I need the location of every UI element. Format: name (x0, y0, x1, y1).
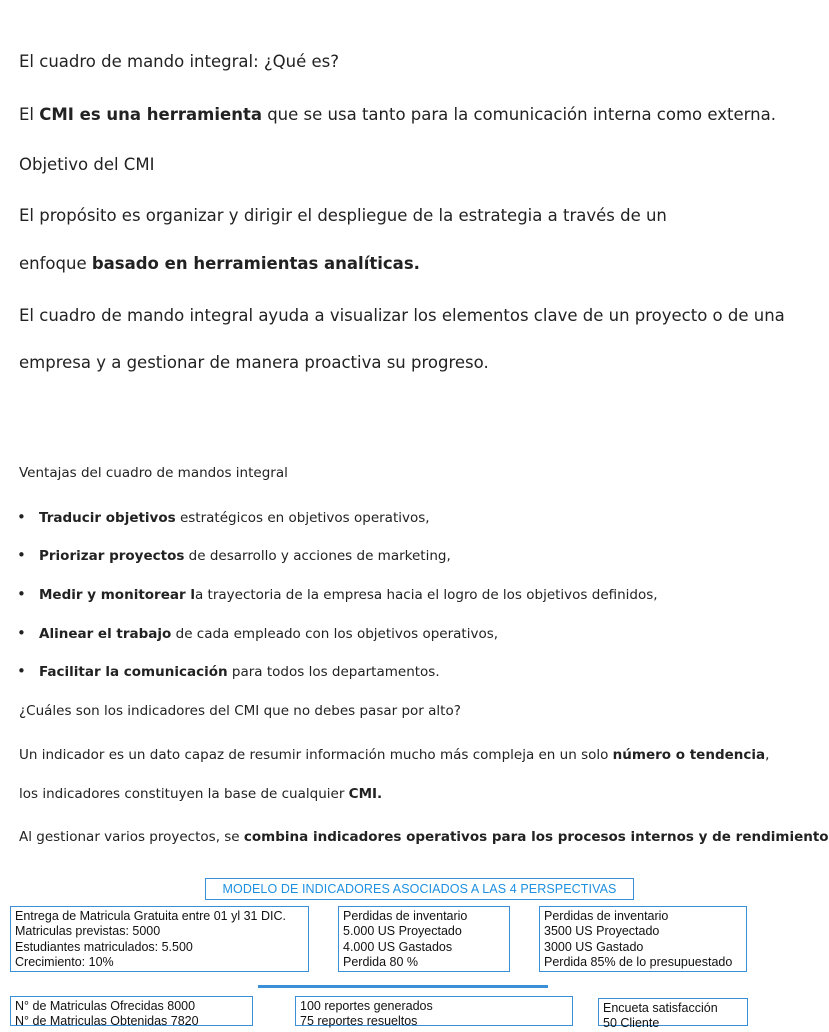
box-line: 5.000 US Proyectado (343, 924, 462, 939)
bold-text: basado en herramientas analíticas. (91, 254, 420, 273)
text: Al gestionar varios proyectos, se (19, 829, 244, 845)
box-line: Crecimiento: 10% (15, 954, 114, 969)
indicator-box-enrollment (10, 906, 309, 972)
box-line: 50 Cliente (603, 1016, 660, 1031)
bullet-icon: • (17, 662, 26, 680)
box-line: Perdidas de inventario (544, 909, 669, 923)
bullet-icon: • (17, 585, 26, 603)
heading-objective: Objetivo del CMI (19, 155, 155, 174)
bullet-icon: • (17, 546, 26, 564)
text: estratégicos en objetivos operativos, (175, 510, 430, 526)
bold-text: combina indicadores operativos para los procesos internos y de rendimiento (243, 829, 829, 845)
text: los indicadores constituyen la base de cualquier (19, 786, 349, 802)
box-line: Estudiantes matriculados: 5.500 (15, 939, 193, 954)
box-line: Perdida 85% de lo presupuestado (544, 954, 733, 969)
indicator-box-matriculas (10, 996, 253, 1029)
indicator-box-reports (295, 996, 573, 1029)
bullet-icon: • (17, 624, 26, 642)
bold-text: CMI. (348, 786, 383, 802)
box-line: 4.000 US Gastados (343, 939, 453, 954)
paragraph-projects (19, 829, 829, 845)
bold-text: CMI es una herramienta (39, 105, 262, 124)
list-item (17, 546, 451, 564)
box-line: Encueta satisfacción (603, 1001, 718, 1015)
box-line: 75 reportes resueltos (300, 1014, 418, 1029)
bold-text: Medir y monitorear l (39, 587, 195, 603)
box-line: Matriculas previstas: 5000 (15, 924, 161, 939)
paragraph-indicator-def (19, 747, 769, 763)
indicator-box-survey (598, 998, 748, 1031)
bold-text: Priorizar proyectos (39, 548, 185, 564)
list-item (17, 585, 658, 603)
text: a trayectoria de la empresa hacia el logro de los objetivos definidos, (194, 587, 658, 603)
box-line: 3500 US Proyectado (544, 924, 660, 939)
paragraph-indicator-base (19, 786, 382, 802)
text: de cada empleado con los objetivos operativos, (171, 626, 499, 642)
connector-line (258, 985, 548, 988)
paragraph-focus (19, 254, 420, 273)
text: de desarrollo y acciones de marketing, (184, 548, 451, 564)
bullet-icon: • (17, 508, 26, 526)
text: , (765, 747, 770, 763)
bold-text: número o tendencia (612, 747, 766, 763)
model-title: MODELO DE INDICADORES ASOCIADOS A LAS 4 PERSPECTIVAS (205, 878, 634, 900)
box-line: N° de Matriculas Obtenidas 7820 (15, 1014, 199, 1029)
box-line: 3000 US Gastado (544, 939, 644, 954)
bold-text: Traducir objetivos (39, 510, 176, 526)
question-indicators: ¿Cuáles son los indicadores del CMI que no debes pasar por alto? (19, 703, 461, 719)
text: enfoque (19, 254, 92, 273)
box-line: Entrega de Matricula Gratuita entre 01 yl 31 DIC. (15, 909, 286, 923)
box-line: N° de Matriculas Ofrecidas 8000 (15, 999, 196, 1013)
indicator-box-inventory-2 (539, 906, 747, 972)
box-line: Perdidas de inventario (343, 909, 468, 923)
paragraph-cmi-tool (19, 105, 776, 124)
heading-what-is: El cuadro de mando integral: ¿Qué es? (19, 52, 339, 71)
bold-text: Facilitar la comunicación (39, 664, 228, 680)
list-item (17, 662, 440, 680)
list-item (17, 508, 430, 526)
heading-advantages: Ventajas del cuadro de mandos integral (19, 465, 288, 481)
box-line: Perdida 80 % (343, 954, 419, 969)
paragraph-manage: empresa y a gestionar de manera proactiva su progreso. (19, 353, 489, 372)
box-line: 100 reportes generados (300, 999, 433, 1013)
text: para todos los departamentos. (227, 664, 440, 680)
text: Un indicador es un dato capaz de resumir información mucho más compleja en un solo (19, 747, 613, 763)
paragraph-purpose: El propósito es organizar y dirigir el despliegue de la estrategia a través de un (19, 206, 667, 225)
text: El (19, 105, 40, 124)
list-item (17, 624, 498, 642)
indicator-box-inventory-1 (338, 906, 510, 972)
bold-text: Alinear el trabajo (39, 626, 172, 642)
text: que se usa tanto para la comunicación interna como externa. (261, 105, 776, 124)
paragraph-visualize: El cuadro de mando integral ayuda a visualizar los elementos clave de un proyecto o de una (19, 306, 785, 325)
